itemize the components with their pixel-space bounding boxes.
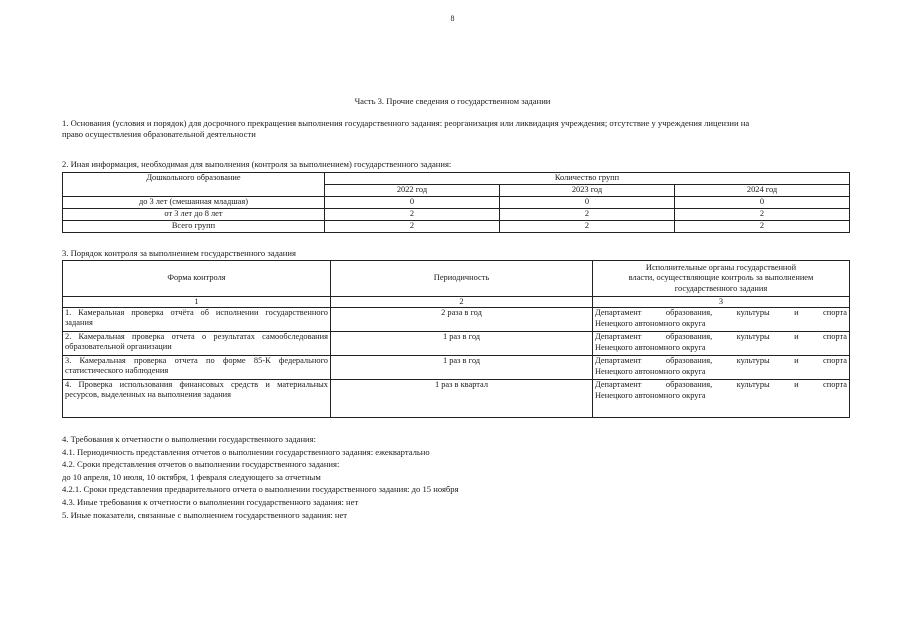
organ-word: образования, <box>665 380 713 390</box>
form-line: задания <box>65 318 93 328</box>
organ-line <box>595 380 847 391</box>
section1-line: 1. Основания (условия и порядок) для досрочного прекращения выполнения государственного задания: реорганизация или ликвидация учреждения; отсутствие у учреждения лицензии на <box>62 118 750 128</box>
organ-line: Ненецкого автономного округа <box>595 318 706 328</box>
cell-value: 2 <box>500 209 675 221</box>
section4-block <box>62 433 847 521</box>
table-row <box>63 380 850 418</box>
period-cell: 1 раз в год <box>331 332 593 356</box>
form-line: 2. Камеральная проверка отчета о результатах самообследования <box>65 332 328 342</box>
row-label: от 3 лет до 8 лет <box>63 209 325 221</box>
organ-word: культуры <box>736 332 770 342</box>
requirements-line: до 10 апреля, 10 июля, 10 октября, 1 февраля следующего за отчетным <box>62 471 321 482</box>
form-line: образовательной организации <box>65 342 172 352</box>
organ-word: Департамент <box>595 380 642 390</box>
header-organs-line: государственного задания <box>674 283 768 293</box>
column-number: 3 <box>593 297 850 308</box>
form-line: 1. Камеральная проверка отчёта об исполнении государственного <box>65 308 328 318</box>
requirements-line: 4.3. Иные требования к отчетности о выполнении государственного задания: нет <box>62 496 359 507</box>
organ-line: Ненецкого автономного округа <box>595 342 706 352</box>
table-row <box>63 356 850 380</box>
form-cell <box>63 380 331 418</box>
organ-word: Департамент <box>595 308 642 318</box>
form-cell <box>63 332 331 356</box>
table-header-year: 2022 год <box>325 185 500 197</box>
cell-value: 2 <box>325 221 500 233</box>
organ-word: образования, <box>665 308 713 318</box>
organ-word: спорта <box>823 332 847 342</box>
table-header-group-count: Количество групп <box>325 173 850 185</box>
header-period: Периодичность <box>331 261 593 297</box>
page-number: 8 <box>450 14 455 23</box>
organ-word: культуры <box>736 308 770 318</box>
organ-word: образования, <box>665 332 713 342</box>
table-row <box>63 209 850 221</box>
column-number: 1 <box>63 297 331 308</box>
form-line: 4. Проверка использования финансовых средств и материальных <box>65 380 328 390</box>
header-organs <box>593 261 850 297</box>
requirements-line: 4.1. Периодичность представления отчетов о выполнении государственного задания: ежеквартально <box>62 446 430 457</box>
organ-line: Ненецкого автономного округа <box>595 366 706 376</box>
organ-cell <box>593 332 850 356</box>
table-row <box>63 308 850 332</box>
row-label: Всего групп <box>63 221 325 233</box>
cell-value: 2 <box>675 209 850 221</box>
requirements-line: 5. Иные показатели, связанные с выполнением государственного задания: нет <box>62 509 348 520</box>
header-form: Форма контроля <box>63 261 331 297</box>
table-header-year: 2023 год <box>500 185 675 197</box>
organ-word: образования, <box>665 356 713 366</box>
form-line: ресурсов, выделенных на выполнения задания <box>65 390 232 400</box>
section1-text <box>62 118 847 139</box>
cell-value: 2 <box>500 221 675 233</box>
organ-cell <box>593 356 850 380</box>
section1-line: право осуществления образовательной деятельности <box>62 128 256 139</box>
organ-cell <box>593 380 850 418</box>
cell-value: 2 <box>675 221 850 233</box>
period-cell: 2 раза в год <box>331 308 593 332</box>
organ-line: Ненецкого автономного округа <box>595 390 706 400</box>
section2-heading: 2. Иная информация, необходимая для выполнения (контроля за выполнением) государственного задания: <box>62 159 452 169</box>
header-organs-line: власти, осуществляющие контроль за выполнением <box>628 273 814 283</box>
header-organs-line: Исполнительные органы государственной <box>645 263 797 273</box>
table-header-year: 2024 год <box>675 185 850 197</box>
section3-heading: 3. Порядок контроля за выполнением государственного задания <box>62 248 296 258</box>
cell-value: 0 <box>675 197 850 209</box>
organ-word: и <box>794 356 799 366</box>
cell-value: 0 <box>500 197 675 209</box>
table-row <box>63 332 850 356</box>
table-header-education: Дошкольного образование <box>63 173 325 197</box>
organ-word: Департамент <box>595 332 642 342</box>
organ-word: и <box>794 380 799 390</box>
period-cell: 1 раз в год <box>331 356 593 380</box>
organ-word: спорта <box>823 308 847 318</box>
form-line: 3. Камеральная проверка отчета по форме 85-К федерального <box>65 356 328 366</box>
table-row <box>63 197 850 209</box>
organ-line <box>595 308 847 319</box>
organ-word: спорта <box>823 356 847 366</box>
cell-value: 2 <box>325 209 500 221</box>
organ-word: и <box>794 308 799 318</box>
organ-word: спорта <box>823 380 847 390</box>
requirements-line: 4.2. Сроки представления отчетов о выполнении государственного задания: <box>62 459 340 470</box>
organ-cell <box>593 308 850 332</box>
row-label: до 3 лет (смешанная младшая) <box>63 197 325 209</box>
cell-value: 0 <box>325 197 500 209</box>
form-cell <box>63 356 331 380</box>
form-cell <box>63 308 331 332</box>
organ-line <box>595 332 847 343</box>
period-cell: 1 раз в квартал <box>331 380 593 418</box>
table-row <box>63 221 850 233</box>
column-number: 2 <box>331 297 593 308</box>
document-title: Часть 3. Прочие сведения о государственном задании <box>354 96 551 106</box>
organ-line <box>595 356 847 367</box>
control-table <box>62 260 850 418</box>
requirements-line: 4. Требования к отчетности о выполнении государственного задания: <box>62 434 316 444</box>
form-line: статистического наблюдения <box>65 366 169 376</box>
organ-word: и <box>794 332 799 342</box>
groups-table <box>62 172 850 233</box>
organ-word: культуры <box>736 380 770 390</box>
organ-word: культуры <box>736 356 770 366</box>
requirements-line: 4.2.1. Сроки представления предварительного отчета о выполнении государственного задания: до 15 ноября <box>62 484 459 495</box>
organ-word: Департамент <box>595 356 642 366</box>
